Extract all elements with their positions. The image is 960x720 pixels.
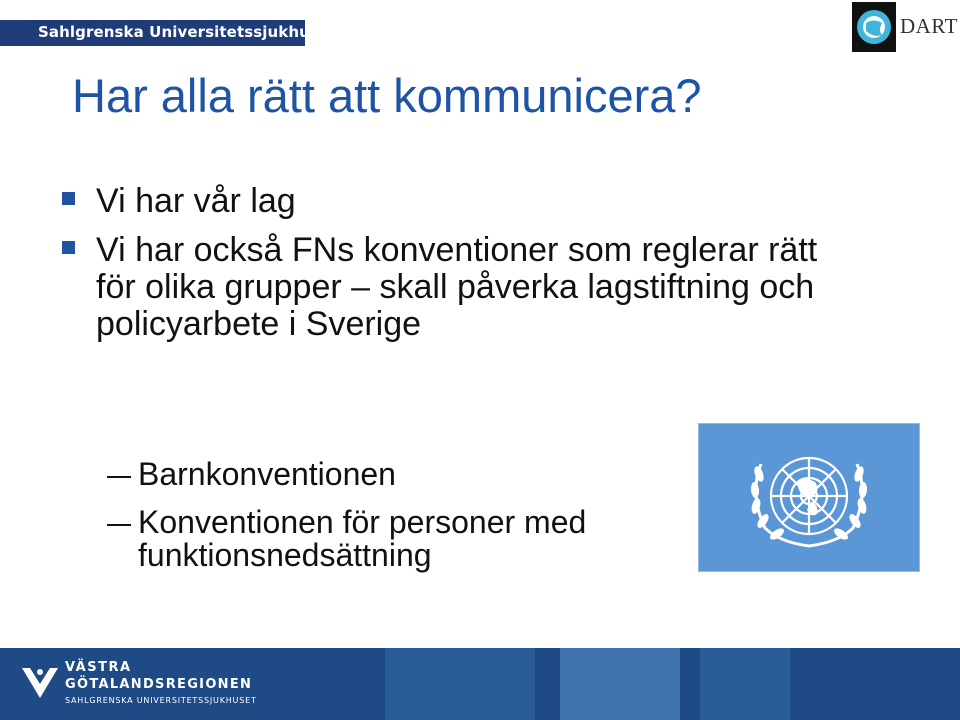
square-bullet-icon: [62, 192, 75, 205]
sub-bullet-item: [107, 506, 687, 572]
dart-logo-text: DART: [900, 14, 958, 38]
slide-title: Har alla rätt att kommunicera?: [72, 69, 702, 122]
sub-bullet-item: [107, 458, 687, 491]
bullet-item: [62, 183, 822, 220]
sub-bullet-text: Konventionen för personer med funktionsnedsättning: [138, 504, 587, 573]
bullet-item: [62, 232, 822, 343]
dash-bullet-icon: [107, 476, 131, 478]
footer-region-line1: VÄSTRA: [65, 660, 132, 675]
footer-hospital-name: SAHLGRENSKA UNIVERSITETSSJUKHUSET: [65, 696, 257, 705]
dart-emblem-icon: [852, 2, 896, 52]
sub-bullet-list: [107, 458, 687, 587]
footer-region-line2: GÖTALANDSREGIONEN: [65, 677, 253, 692]
square-bullet-icon: [62, 241, 75, 254]
dart-logo: [852, 2, 960, 52]
un-flag-image: [698, 423, 920, 572]
bullet-text: Vi har vår lag: [96, 182, 296, 220]
dash-bullet-icon: [107, 524, 131, 526]
sub-bullet-text: Barnkonventionen: [138, 456, 396, 492]
bullet-list: [62, 183, 822, 355]
bullet-text: Vi har också FNs konventioner som reglerar rätt för olika grupper – skall påverka lagstiftning och policyarbete i Sverige: [96, 231, 818, 343]
footer-decor-band: [385, 648, 535, 720]
un-emblem-icon: [699, 424, 919, 571]
vgr-logo-icon: [20, 662, 60, 702]
footer-bar: [0, 648, 960, 720]
footer-decor-band: [560, 648, 680, 720]
footer-decor-band: [700, 648, 790, 720]
institution-banner: [0, 20, 337, 46]
institution-name: Sahlgrenska Universitetssjukhuset: [38, 23, 337, 41]
